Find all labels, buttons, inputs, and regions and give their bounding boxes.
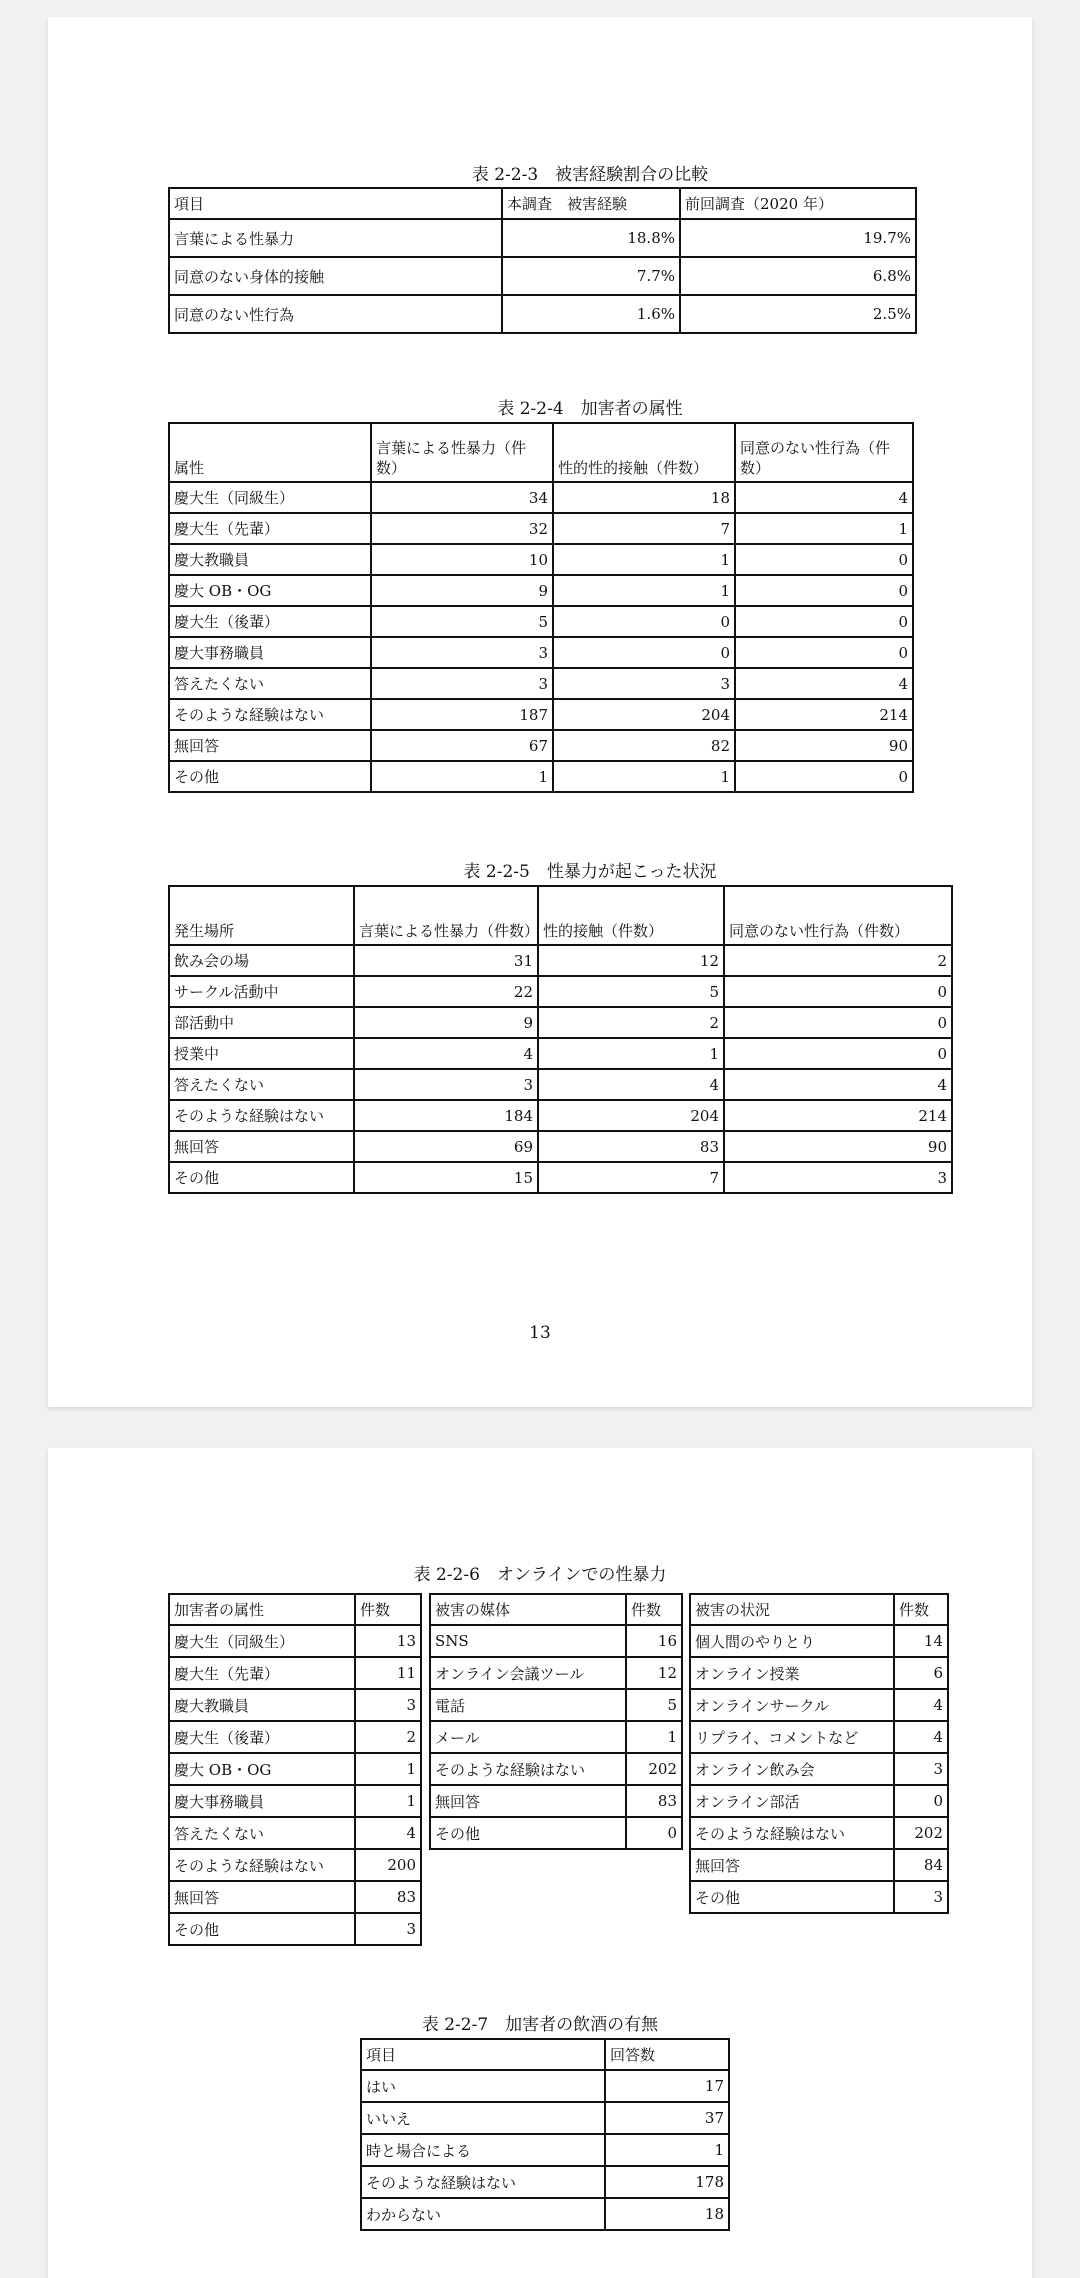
column-header: 被害の状況 xyxy=(690,1594,894,1625)
table-row xyxy=(169,761,913,792)
value-cell: 1 xyxy=(355,1753,421,1785)
table-row xyxy=(169,575,913,606)
row-label-cell: そのような経験はない xyxy=(169,1849,355,1881)
value-cell: 2 xyxy=(538,1007,724,1038)
table-row xyxy=(690,1625,948,1657)
table-row xyxy=(169,945,952,976)
table-row xyxy=(169,295,916,333)
value-cell: 32 xyxy=(371,513,553,544)
value-cell: 0 xyxy=(724,1007,952,1038)
value-cell: 204 xyxy=(538,1100,724,1131)
row-label-cell: 言葉による性暴力 xyxy=(169,219,502,257)
value-cell: 31 xyxy=(354,945,538,976)
table-row xyxy=(361,2198,729,2230)
table-row xyxy=(169,482,913,513)
value-cell: 1 xyxy=(605,2134,729,2166)
row-label-cell: オンライン部活 xyxy=(690,1785,894,1817)
value-cell: 214 xyxy=(724,1100,952,1131)
table-header-row xyxy=(430,1594,682,1625)
row-label-cell: 無回答 xyxy=(169,730,371,761)
value-cell: 178 xyxy=(605,2166,729,2198)
value-cell: 0 xyxy=(553,637,735,668)
table-row xyxy=(169,1881,421,1913)
row-label-cell: そのような経験はない xyxy=(690,1817,894,1849)
table-row xyxy=(169,1817,421,1849)
value-cell: 22 xyxy=(354,976,538,1007)
table-caption: 表 2-2-3 被害経験割合の比較 xyxy=(471,165,709,185)
row-label-cell: 無回答 xyxy=(169,1881,355,1913)
row-label-cell: 答えたくない xyxy=(169,668,371,699)
column-header: 属性 xyxy=(169,423,371,482)
row-label-cell: 慶大生（先輩） xyxy=(169,513,371,544)
table-2-2-6-attribute xyxy=(168,1593,422,1946)
column-header: 件数 xyxy=(894,1594,948,1625)
value-cell: 4 xyxy=(894,1689,948,1721)
row-label-cell: そのような経験はない xyxy=(169,1100,354,1131)
value-cell: 0 xyxy=(894,1785,948,1817)
table-header-row xyxy=(169,423,913,482)
value-cell: 200 xyxy=(355,1849,421,1881)
column-header: 項目 xyxy=(361,2039,605,2070)
table-row xyxy=(690,1753,948,1785)
value-cell: 17 xyxy=(605,2070,729,2102)
value-cell: 0 xyxy=(626,1817,682,1849)
table-row xyxy=(169,1625,421,1657)
table-row xyxy=(169,730,913,761)
table-caption: 表 2-2-7 加害者の飲酒の有無 xyxy=(421,2015,659,2035)
value-cell: 0 xyxy=(735,637,913,668)
value-cell: 4 xyxy=(538,1069,724,1100)
column-header: 言葉による性暴力（件数） xyxy=(354,886,538,945)
column-header: 前回調査（2020 年） xyxy=(680,188,916,219)
table-caption: 表 2-2-4 加害者の属性 xyxy=(497,399,683,419)
row-label-cell: その他 xyxy=(169,1162,354,1193)
row-label-cell: 授業中 xyxy=(169,1038,354,1069)
table-row xyxy=(169,219,916,257)
value-cell: 3 xyxy=(894,1753,948,1785)
column-header: 件数 xyxy=(626,1594,682,1625)
row-label-cell: オンラインサークル xyxy=(690,1689,894,1721)
table-row xyxy=(169,1721,421,1753)
document-page-13 xyxy=(48,17,1032,1407)
column-header: 加害者の属性 xyxy=(169,1594,355,1625)
table-row xyxy=(690,1849,948,1881)
row-label-cell: 部活動中 xyxy=(169,1007,354,1038)
table-row xyxy=(430,1625,682,1657)
column-header: 被害の媒体 xyxy=(430,1594,626,1625)
value-cell: 0 xyxy=(735,761,913,792)
value-cell: 204 xyxy=(553,699,735,730)
row-label-cell: その他 xyxy=(690,1881,894,1913)
table-2-2-6-situation xyxy=(689,1593,949,1914)
row-label-cell: そのような経験はない xyxy=(169,699,371,730)
value-cell: 3 xyxy=(553,668,735,699)
row-label-cell: オンライン授業 xyxy=(690,1657,894,1689)
row-label-cell: メール xyxy=(430,1721,626,1753)
column-header: 性的接触（件数） xyxy=(538,886,724,945)
row-label-cell: その他 xyxy=(169,761,371,792)
value-cell: 37 xyxy=(605,2102,729,2134)
row-label-cell: その他 xyxy=(169,1913,355,1945)
table-row xyxy=(430,1817,682,1849)
value-cell: 12 xyxy=(538,945,724,976)
row-label-cell: 電話 xyxy=(430,1689,626,1721)
value-cell: 2.5% xyxy=(680,295,916,333)
row-label-cell: そのような経験はない xyxy=(430,1753,626,1785)
table-row xyxy=(169,637,913,668)
value-cell: 4 xyxy=(735,668,913,699)
table-caption: 表 2-2-5 性暴力が起こった状況 xyxy=(463,862,717,882)
value-cell: 4 xyxy=(894,1721,948,1753)
value-cell: 84 xyxy=(894,1849,948,1881)
value-cell: 3 xyxy=(894,1881,948,1913)
table-caption: 表 2-2-6 オンラインでの性暴力 xyxy=(413,1565,667,1585)
value-cell: 1 xyxy=(553,575,735,606)
value-cell: 1.6% xyxy=(502,295,680,333)
value-cell: 1 xyxy=(626,1721,682,1753)
value-cell: 5 xyxy=(626,1689,682,1721)
table-row xyxy=(169,1753,421,1785)
table-2-2-4 xyxy=(168,422,914,793)
value-cell: 18 xyxy=(553,482,735,513)
value-cell: 4 xyxy=(354,1038,538,1069)
table-header-row xyxy=(361,2039,729,2070)
value-cell: 202 xyxy=(626,1753,682,1785)
value-cell: 1 xyxy=(735,513,913,544)
table-header-row xyxy=(169,886,952,945)
value-cell: 187 xyxy=(371,699,553,730)
value-cell: 6 xyxy=(894,1657,948,1689)
value-cell: 13 xyxy=(355,1625,421,1657)
table-row xyxy=(361,2134,729,2166)
value-cell: 90 xyxy=(735,730,913,761)
table-row xyxy=(690,1817,948,1849)
row-label-cell: 慶大生（同級生） xyxy=(169,1625,355,1657)
row-label-cell: 慶大 OB・OG xyxy=(169,1753,355,1785)
row-label-cell: オンライン会議ツール xyxy=(430,1657,626,1689)
table-row xyxy=(690,1689,948,1721)
row-label-cell: 答えたくない xyxy=(169,1817,355,1849)
table-2-2-5 xyxy=(168,885,953,1194)
row-label-cell: 慶大事務職員 xyxy=(169,637,371,668)
row-label-cell: 飲み会の場 xyxy=(169,945,354,976)
row-label-cell: 慶大生（同級生） xyxy=(169,482,371,513)
value-cell: 1 xyxy=(371,761,553,792)
column-header: 発生場所 xyxy=(169,886,354,945)
value-cell: 1 xyxy=(538,1038,724,1069)
table-row xyxy=(169,1007,952,1038)
row-label-cell: 時と場合による xyxy=(361,2134,605,2166)
value-cell: 82 xyxy=(553,730,735,761)
value-cell: 0 xyxy=(724,976,952,1007)
value-cell: 3 xyxy=(371,637,553,668)
value-cell: 19.7% xyxy=(680,219,916,257)
table-row xyxy=(430,1689,682,1721)
table-row xyxy=(361,2166,729,2198)
value-cell: 7.7% xyxy=(502,257,680,295)
row-label-cell: 慶大教職員 xyxy=(169,1689,355,1721)
value-cell: 83 xyxy=(355,1881,421,1913)
value-cell: 9 xyxy=(371,575,553,606)
table-row xyxy=(361,2070,729,2102)
table-row xyxy=(169,1038,952,1069)
table-row xyxy=(690,1881,948,1913)
value-cell: 34 xyxy=(371,482,553,513)
column-header: 回答数 xyxy=(605,2039,729,2070)
table-header-row xyxy=(690,1594,948,1625)
row-label-cell: 慶大教職員 xyxy=(169,544,371,575)
column-header: 件数 xyxy=(355,1594,421,1625)
table-row xyxy=(169,1849,421,1881)
row-label-cell: サークル活動中 xyxy=(169,976,354,1007)
column-header: 性的性的接触（件数） xyxy=(553,423,735,482)
value-cell: 7 xyxy=(553,513,735,544)
value-cell: 1 xyxy=(553,544,735,575)
row-label-cell: 無回答 xyxy=(690,1849,894,1881)
value-cell: 15 xyxy=(354,1162,538,1193)
row-label-cell: 無回答 xyxy=(169,1131,354,1162)
value-cell: 5 xyxy=(371,606,553,637)
row-label-cell: 同意のない身体的接触 xyxy=(169,257,502,295)
table-header-row xyxy=(169,188,916,219)
row-label-cell: 慶大 OB・OG xyxy=(169,575,371,606)
table-row xyxy=(430,1785,682,1817)
row-label-cell: 個人間のやりとり xyxy=(690,1625,894,1657)
value-cell: 1 xyxy=(553,761,735,792)
value-cell: 3 xyxy=(371,668,553,699)
value-cell: 0 xyxy=(735,544,913,575)
value-cell: 1 xyxy=(355,1785,421,1817)
table-2-2-6-media xyxy=(429,1593,683,1850)
value-cell: 9 xyxy=(354,1007,538,1038)
column-header: 同意のない性行為（件数） xyxy=(724,886,952,945)
value-cell: 2 xyxy=(355,1721,421,1753)
page-number: 13 xyxy=(529,1323,551,1343)
value-cell: 0 xyxy=(724,1038,952,1069)
value-cell: 202 xyxy=(894,1817,948,1849)
value-cell: 16 xyxy=(626,1625,682,1657)
value-cell: 10 xyxy=(371,544,553,575)
value-cell: 90 xyxy=(724,1131,952,1162)
row-label-cell: わからない xyxy=(361,2198,605,2230)
table-header-row xyxy=(169,1594,421,1625)
row-label-cell: 慶大生（後輩） xyxy=(169,606,371,637)
table-row xyxy=(169,668,913,699)
row-label-cell: 慶大生（後輩） xyxy=(169,1721,355,1753)
value-cell: 3 xyxy=(354,1069,538,1100)
value-cell: 0 xyxy=(553,606,735,637)
document-page-14 xyxy=(48,1448,1032,2278)
column-header: 言葉による性暴力（件数） xyxy=(371,423,553,482)
table-row xyxy=(169,544,913,575)
row-label-cell: その他 xyxy=(430,1817,626,1849)
value-cell: 7 xyxy=(538,1162,724,1193)
value-cell: 83 xyxy=(626,1785,682,1817)
value-cell: 4 xyxy=(735,482,913,513)
table-row xyxy=(169,1100,952,1131)
table-row xyxy=(169,1162,952,1193)
value-cell: 69 xyxy=(354,1131,538,1162)
row-label-cell: リプライ、コメントなど xyxy=(690,1721,894,1753)
value-cell: 0 xyxy=(735,606,913,637)
table-row xyxy=(361,2102,729,2134)
value-cell: 4 xyxy=(724,1069,952,1100)
row-label-cell: はい xyxy=(361,2070,605,2102)
value-cell: 83 xyxy=(538,1131,724,1162)
value-cell: 3 xyxy=(724,1162,952,1193)
column-header: 項目 xyxy=(169,188,502,219)
table-row xyxy=(169,513,913,544)
column-header: 本調査 被害経験 xyxy=(502,188,680,219)
value-cell: 6.8% xyxy=(680,257,916,295)
value-cell: 214 xyxy=(735,699,913,730)
value-cell: 11 xyxy=(355,1657,421,1689)
table-row xyxy=(169,1069,952,1100)
value-cell: 12 xyxy=(626,1657,682,1689)
table-2-2-3 xyxy=(168,187,917,334)
column-header: 同意のない性行為（件数） xyxy=(735,423,913,482)
value-cell: 184 xyxy=(354,1100,538,1131)
row-label-cell: 慶大生（先輩） xyxy=(169,1657,355,1689)
table-row xyxy=(169,257,916,295)
row-label-cell: 答えたくない xyxy=(169,1069,354,1100)
row-label-cell: 同意のない性行為 xyxy=(169,295,502,333)
value-cell: 0 xyxy=(735,575,913,606)
table-row xyxy=(690,1721,948,1753)
row-label-cell: 慶大事務職員 xyxy=(169,1785,355,1817)
table-row xyxy=(169,976,952,1007)
value-cell: 2 xyxy=(724,945,952,976)
table-row xyxy=(430,1721,682,1753)
table-row xyxy=(169,606,913,637)
table-row xyxy=(690,1657,948,1689)
table-row xyxy=(169,1785,421,1817)
row-label-cell: SNS xyxy=(430,1625,626,1657)
table-row xyxy=(169,1131,952,1162)
table-row xyxy=(169,699,913,730)
value-cell: 4 xyxy=(355,1817,421,1849)
value-cell: 5 xyxy=(538,976,724,1007)
value-cell: 18.8% xyxy=(502,219,680,257)
row-label-cell: そのような経験はない xyxy=(361,2166,605,2198)
value-cell: 18 xyxy=(605,2198,729,2230)
table-2-2-7 xyxy=(360,2038,730,2231)
value-cell: 3 xyxy=(355,1913,421,1945)
table-row xyxy=(169,1913,421,1945)
row-label-cell: いいえ xyxy=(361,2102,605,2134)
value-cell: 14 xyxy=(894,1625,948,1657)
row-label-cell: オンライン飲み会 xyxy=(690,1753,894,1785)
table-row xyxy=(169,1657,421,1689)
table-row xyxy=(430,1657,682,1689)
table-row xyxy=(430,1753,682,1785)
table-row xyxy=(169,1689,421,1721)
row-label-cell: 無回答 xyxy=(430,1785,626,1817)
value-cell: 3 xyxy=(355,1689,421,1721)
table-row xyxy=(690,1785,948,1817)
value-cell: 67 xyxy=(371,730,553,761)
